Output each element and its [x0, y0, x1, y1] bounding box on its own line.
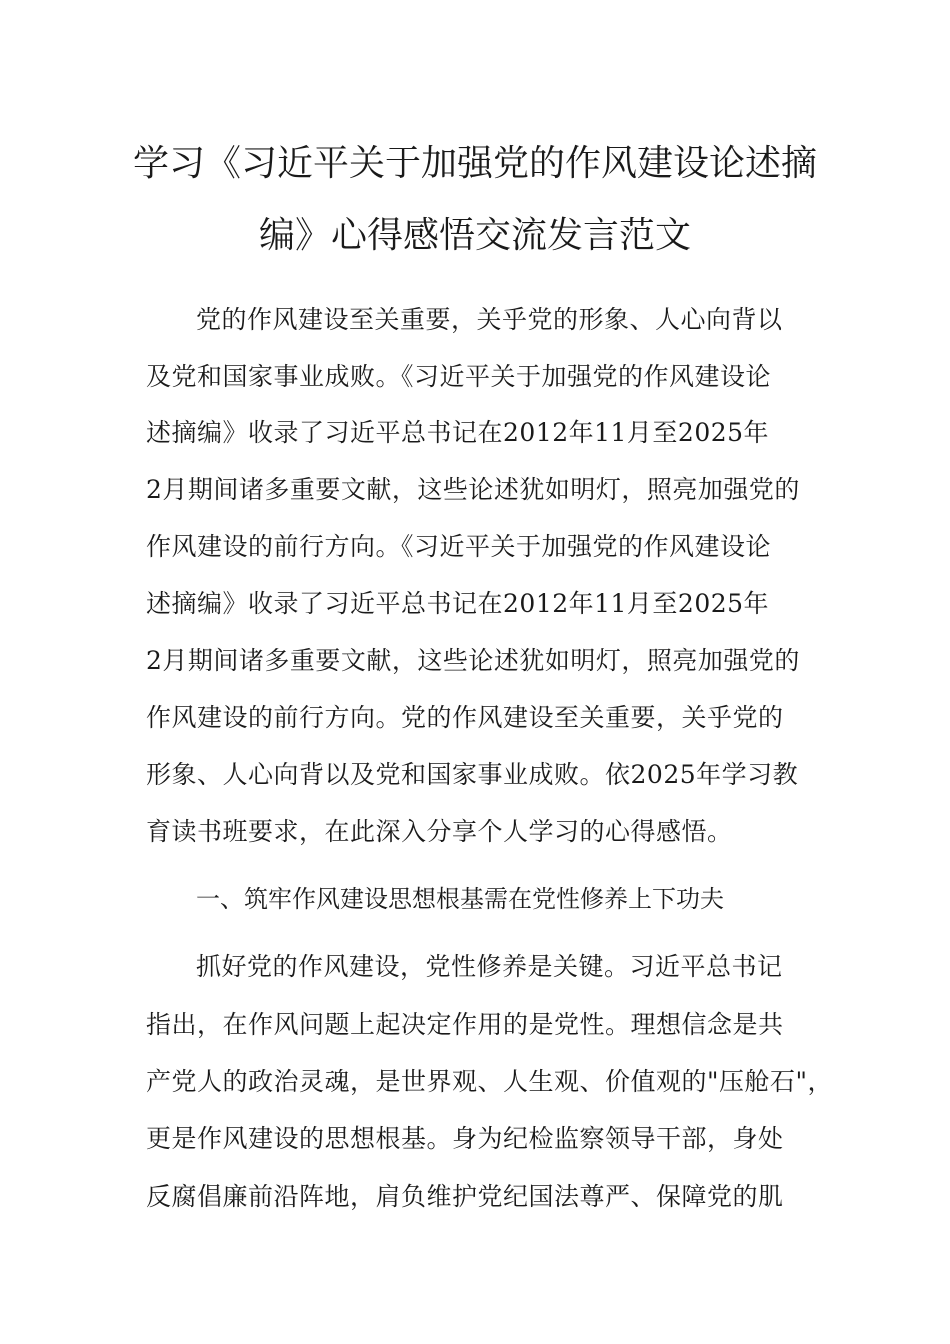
section-1-heading: 一、筑牢作风建设思想根基需在党性修养上下功夫	[196, 885, 724, 913]
intro-line-5: 作风建设的前行方向。《习近平关于加强党的作风建设论	[146, 532, 772, 561]
intro-line-7: 2月期间诸多重要文献，这些论述犹如明灯，照亮加强党的	[146, 646, 800, 675]
intro-line-3: 述摘编》收录了习近平总书记在2012年11月至2025年	[146, 418, 770, 447]
section-1-line-5: 反腐倡廉前沿阵地，肩负维护党纪国法尊严、保障党的肌	[146, 1182, 784, 1211]
section-1-line-1: 抓好党的作风建设，党性修养是关键。习近平总书记	[196, 952, 783, 981]
section-1-line-4: 更是作风建设的思想根基。身为纪检监察领导干部，身处	[146, 1124, 784, 1153]
intro-line-4: 2月期间诸多重要文献，这些论述犹如明灯，照亮加强党的	[146, 475, 800, 504]
intro-line-1: 党的作风建设至关重要，关乎党的形象、人心向背以	[196, 305, 783, 334]
section-1-line-3: 产党人的政治灵魂，是世界观、人生观、价值观的"压舱石"，	[146, 1067, 834, 1096]
intro-line-6: 述摘编》收录了习近平总书记在2012年11月至2025年	[146, 589, 770, 618]
document-title-line-2: 编》心得感悟交流发言范文	[258, 215, 691, 256]
intro-line-2: 及党和国家事业成败。《习近平关于加强党的作风建设论	[146, 362, 772, 391]
intro-line-8: 作风建设的前行方向。党的作风建设至关重要，关乎党的	[146, 703, 784, 732]
intro-line-10: 育读书班要求，在此深入分享个人学习的心得感悟。	[146, 817, 733, 846]
section-1-line-2: 指出，在作风问题上起决定作用的是党性。理想信念是共	[146, 1010, 784, 1039]
intro-line-9: 形象、人心向背以及党和国家事业成败。依2025年学习教	[146, 760, 799, 789]
document-title-line-1: 学习《习近平关于加强党的作风建设论述摘	[132, 143, 817, 184]
